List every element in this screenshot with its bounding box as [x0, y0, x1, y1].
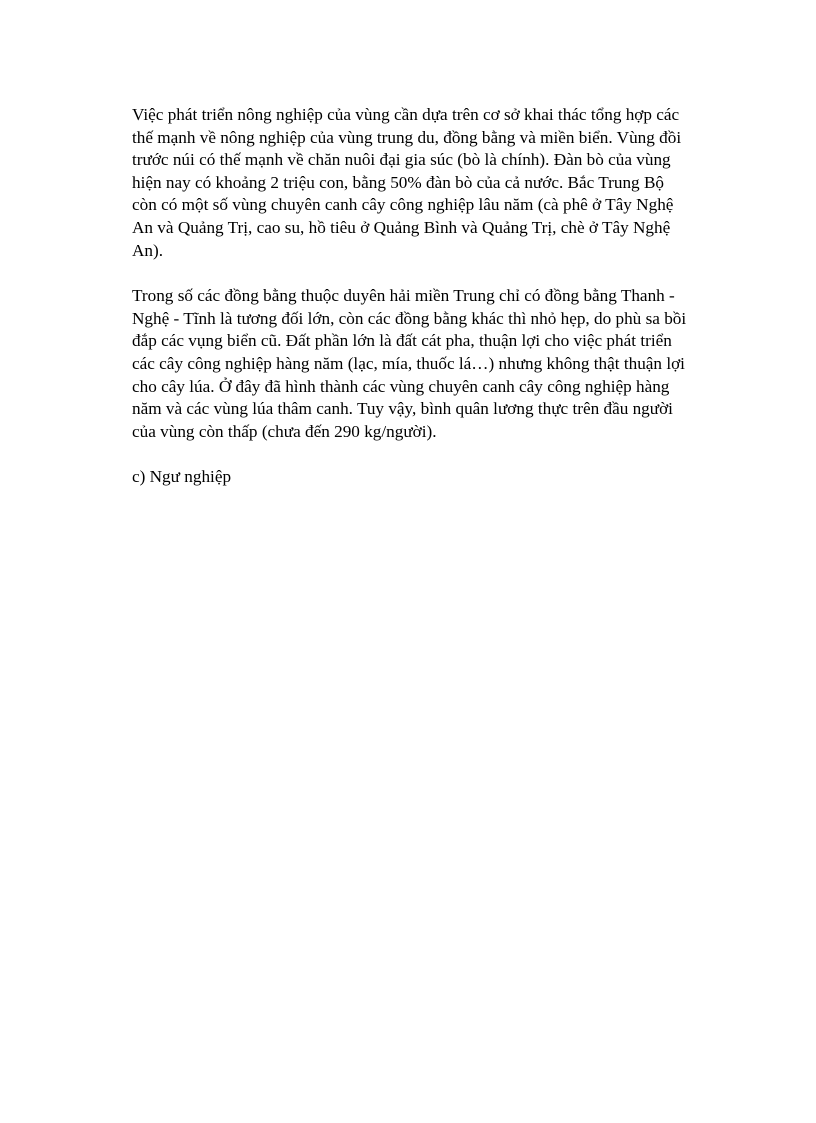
text-line: hiện nay có khoảng 2 triệu con, bằng 50% đàn bò của cả nước. Bắc Trung Bộ	[132, 172, 664, 192]
text-line: Việc phát triển nông nghiệp của vùng cần dựa trên cơ sở khai thác tổng hợp các	[132, 105, 680, 124]
paragraph-coastal-plains	[132, 285, 752, 443]
text-line: An).	[132, 240, 164, 260]
text-line: Nghệ - Tĩnh là tương đối lớn, còn các đồng bằng khác thì nhỏ hẹp, do phù sa bồi	[132, 308, 687, 328]
text-line: đắp các vụng biển cũ. Đất phần lớn là đất cát pha, thuận lợi cho việc phát triển	[132, 331, 672, 351]
text-line: các cây công nghiệp hàng năm (lạc, mía, thuốc lá…) nhưng không thật thuận lợi	[132, 353, 685, 373]
document-body	[132, 104, 752, 489]
text-line: An và Quảng Trị, cao su, hồ tiêu ở Quảng Bình và Quảng Trị, chè ở Tây Nghệ	[132, 217, 671, 237]
text-line: thế mạnh về nông nghiệp của vùng trung du, đồng bằng và miền biển. Vùng đồi	[132, 127, 682, 147]
section-heading-fishery: c) Ngư nghiệp	[132, 467, 232, 487]
text-line: còn có một số vùng chuyên canh cây công nghiệp lâu năm (cà phê ở Tây Nghệ	[132, 195, 674, 215]
text-line: của vùng còn thấp (chưa đến 290 kg/người).	[132, 421, 437, 441]
text-line: cho cây lúa. Ở đây đã hình thành các vùng chuyên canh cây công nghiệp hàng	[132, 376, 670, 396]
paragraph-agriculture-development	[132, 104, 752, 262]
text-line: Trong số các đồng bằng thuộc duyên hải miền Trung chỉ có đồng bằng Thanh -	[132, 286, 675, 306]
text-line: năm và các vùng lúa thâm canh. Tuy vậy, bình quân lương thực trên đầu người	[132, 399, 673, 419]
text-line: trước núi có thế mạnh về chăn nuôi đại gia súc (bò là chính). Đàn bò của vùng	[132, 150, 671, 170]
